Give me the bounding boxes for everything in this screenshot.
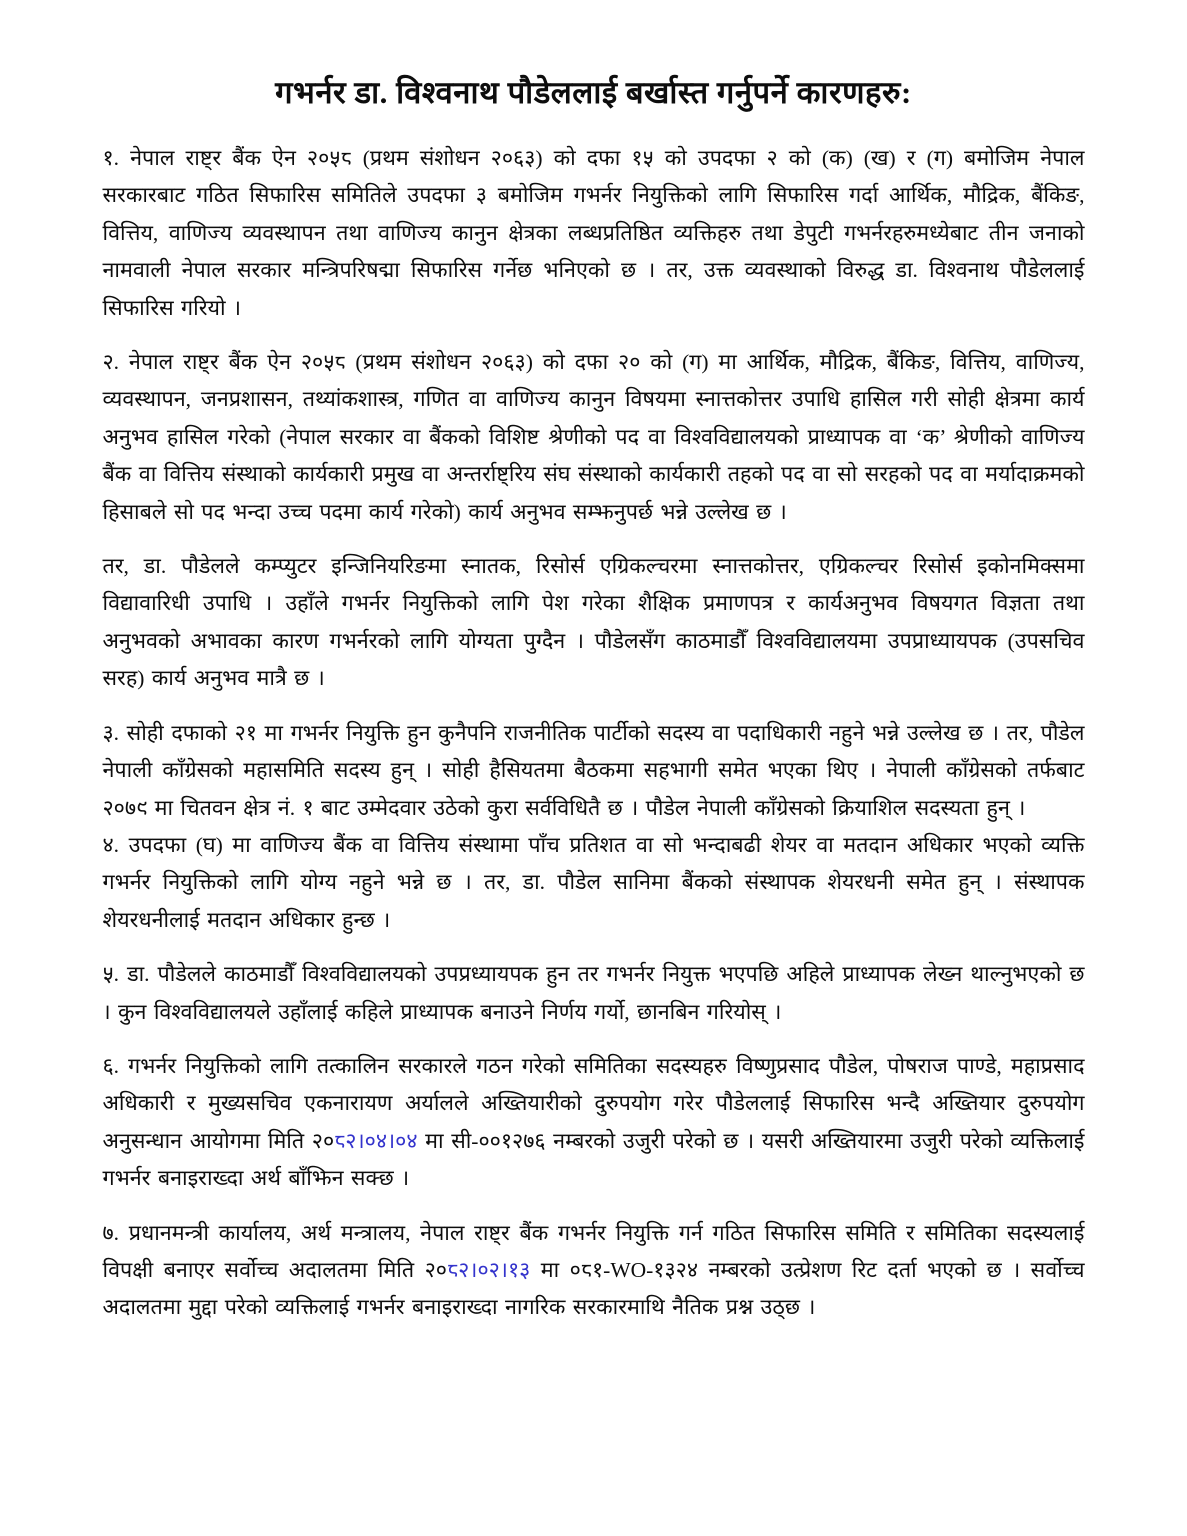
document-content (103, 70, 1085, 1327)
paragraph-4: ३. सोही दफाको २१ मा गभर्नर नियुक्ति हुन कुनैपनि राजनीतिक पार्टीको सदस्य वा पदाधिकारी नहुने भन्ने उल्लेख छ । तर, पौडेल नेपाली काँग्रेसको महासमिति सदस्य हुन् । सोही हैसियतमा बैठकमा सहभागी समेत भएका थिए । नेपाली काँग्रेसको तर्फबाट २०७९ मा चितवन क्षेत्र नं. १ बाट उम्मेदवार उठेको कुरा सर्वविधितै छ । पौडेल नेपाली काँग्रेसको क्रियाशिल सदस्यता हुन् । (102, 720, 1085, 820)
paragraph-8-text-after: मा ०८१-WO-१३२४ नम्बरको उत्प्रेशण रिट दर्ता भएको छ । सर्वोच्च अदालतमा मुद्दा परेको व्यक्तिलाई गभर्नर बनाइराख्दा नागरिक सरकारमाथि नैतिक प्रश्न उठ्छ । (102, 1257, 1085, 1320)
paragraph-2: २. नेपाल राष्ट्र बैंक ऐन २०५८ (प्रथम संशोधन २०६३) को दफा २० को (ग) मा आर्थिक, मौद्रिक, बैंकिङ, वित्तिय, वाणिज्य, व्यवस्थापन, जनप्रशासन, तथ्यांकशास्त्र, गणित वा वाणिज्य कानुन विषयमा स्नात्तकोत्तर उपाधि हासिल गरी सोही क्षेत्रमा कार्य अनुभव हासिल गरेको (नेपाल सरकार वा बैंकको विशिष्ट श्रेणीको पद वा विश्वविद्यालयको प्राध्यापक वा ‘क’ श्रेणीको वाणिज्य बैंक वा वित्तिय संस्थाको कार्यकारी प्रमुख वा अन्तर्राष्ट्रिय संघ संस्थाको कार्यकारी तहको पद वा सो सरहको पद वा मर्यादाक्रमको हिसाबले सो पद भन्दा उच्च पदमा कार्य गरेको) कार्य अनुभव सम्झनुपर्छ भन्ने उल्लेख छ । (102, 350, 1085, 524)
paragraph-8 (103, 1215, 1085, 1327)
paragraph-8-text-before: ७. प्रधानमन्त्री कार्यालय, अर्थ मन्त्रालय, नेपाल राष्ट्र बैंक गभर्नर नियुक्ति गर्न गठित सिफारिस समिति र समितिका सदस्यलाई विपक्षी बनाएर सर्वोच्च अदालतमा मिति २० (102, 1220, 1085, 1282)
paragraph-3: तर, डा. पौडेलले कम्प्युटर इन्जिनियरिङमा स्नातक, रिसोर्स एग्रिकल्चरमा स्नात्तकोत्तर, एग्रिकल्चर रिसोर्स इकोनमिक्समा विद्यावारिधी उपाधि । उहाँले गभर्नर नियुक्तिको लागि पेश गरेका शैक्षिक प्रमाणपत्र र कार्यअनुभव विषयगत विज्ञता तथा अनुभवको अभावका कारण गभर्नरको लागि योग्यता पुग्दैन । पौडेलसँग काठमाडौँ विश्वविद्यालयमा उपप्राध्यायपक (उपसचिव सरह) कार्य अनुभव मात्रै छ । (102, 554, 1085, 691)
writ-date-highlight: ८२।०२।१३ (446, 1257, 531, 1282)
paragraph-7 (103, 1048, 1085, 1198)
paragraph-7-text-after: मा सी-००१२७६ नम्बरको उजुरी परेको छ । यसरी अख्तियारमा उजुरी परेको व्यक्तिलाई गभर्नर बनाइराख्दा अर्थ बाँझिन सक्छ । (102, 1128, 1085, 1191)
paragraph-6: ५. डा. पौडेलले काठमाडौँ विश्वविद्यालयको उपप्रध्यायपक हुन तर गभर्नर नियुक्त भएपछि अहिले प्राध्यापक लेख्न थाल्नुभएको छ । कुन विश्वविद्यालयले उहाँलाई कहिले प्राध्यापक बनाउने निर्णय गर्यो, छानबिन गरियोस् । (102, 962, 1085, 1024)
paragraph-5: ४. उपदफा (घ) मा वाणिज्य बैंक वा वित्तिय संस्थामा पाँच प्रतिशत वा सो भन्दाबढी शेयर वा मतदान अधिकार भएको व्यक्ति गभर्नर नियुक्तिको लागि योग्य नहुने भन्ने छ । तर, डा. पौडेल सानिमा बैंकको संस्थापक शेयरधनी समेत हुन् । संस्थापक शेयरधनीलाई मतदान अधिकार हुन्छ । (102, 832, 1085, 932)
paragraph-7-text-before: ६. गभर्नर नियुक्तिको लागि तत्कालिन सरकारले गठन गरेको समितिका सदस्यहरु विष्णुप्रसाद पौडेल, पोषराज पाण्डे, महाप्रसाद अधिकारी र मुख्यसचिव एकनारायण अर्यालले अख्तियारीको दुरुपयोग गरेर पौडेललाई सिफारिस भन्दै अख्तियार दुरुपयोग अनुसन्धान आयोगमा मिति २० (102, 1053, 1085, 1153)
complaint-date-highlight: ८२।०४।०४ (334, 1128, 418, 1153)
document-title: गभर्नर डा. विश्वनाथ पौडेललाई बर्खास्त गर्नुपर्ने कारणहरु: (275, 75, 912, 110)
paragraph-1: १. नेपाल राष्ट्र बैंक ऐन २०५८ (प्रथम संशोधन २०६३) को दफा १५ को उपदफा २ को (क) (ख) र (ग) बमोजिम नेपाल सरकारबाट गठित सिफारिस समितिले उपदफा ३ बमोजिम गभर्नर नियुक्तिको लागि सिफारिस गर्दा आर्थिक, मौद्रिक, बैंकिङ, वित्तिय, वाणिज्य व्यवस्थापन तथा वाणिज्य कानुन क्षेत्रका लब्धप्रतिष्ठित व्यक्तिहरु तथा डेपुटी गभर्नरहरुमध्येबाट तीन जनाको नामवाली नेपाल सरकार मन्त्रिपरिषद्मा सिफारिस गर्नेछ भनिएको छ । तर, उक्त व्यवस्थाको विरुद्ध डा. विश्वनाथ पौडेललाई सिफारिस गरियो । (102, 146, 1085, 320)
